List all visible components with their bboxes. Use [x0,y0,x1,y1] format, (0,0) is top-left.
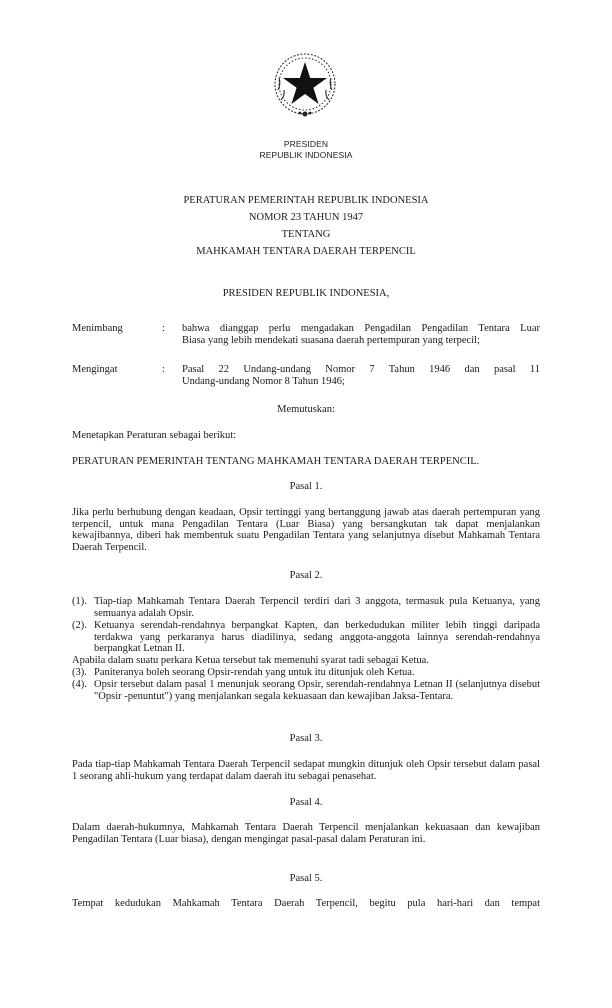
issuer-line: PRESIDEN REPUBLIK INDONESIA, [222,288,390,299]
item-text: Opsir tersebut dalam pasal 1 menunjuk seorang Opsir, serendah-rendahnya Letnan II (selanjutnya disebut "Opsir -penuntut") yang menjalankan segala kekuasaan dan kewajiban Jaksa-Tentara. [94,679,540,702]
consideration-colon: : [162,323,165,334]
item-text: Ketuanya serendah-rendahnya berpangkat Kapten, dan berkedudukan militer lebih tinggi daripada terdakwa yang perkaranya harus diadilinya, sedang anggota-anggota lainnya serendah-rendahnya berpangkat Letnan II. [94,620,540,655]
emblem-caption-republik: REPUBLIK INDONESIA [259,150,353,160]
consideration-colon: : [162,364,165,375]
item-number: (4). [72,679,87,690]
document-title [0,192,612,260]
presidential-emblem-icon [269,50,341,122]
pasal-1-heading: Pasal 1. [289,481,323,492]
pasal-2-note: Apabila dalam suatu perkara Ketua tersebut tak memenuhi syarat tadi sebagai Ketua. [72,655,429,666]
consideration-label: Menimbang [72,323,123,334]
consideration-mengingat [72,364,540,388]
title-line-1: PERATURAN PEMERINTAH REPUBLIK INDONESIA [183,195,429,206]
pasal-3-heading: Pasal 3. [289,733,323,744]
pasal-5-text: Tempat kedudukan Mahkamah Tentara Daerah Terpencil, begitu pula hari-hari dan tempat [72,898,540,909]
title-line-2: NOMOR 23 TAHUN 1947 [248,212,364,223]
pasal-4-heading: Pasal 4. [289,797,323,808]
pasal-2-item-1 [72,596,540,619]
pasal-2-item-4 [72,679,540,702]
pasal-5-heading: Pasal 5. [289,873,323,884]
consideration-label: Mengingat [72,364,118,375]
pasal-4-text: Dalam daerah-hukumnya, Mahkamah Tentara Daerah Terpencil menjalankan kekuasaan dan kewajiban Pengadilan Tentara (Luar biasa), dengan mengingat pasal-pasal dalam Peraturan ini. [72,822,540,845]
pasal-2-item-2 [72,620,540,655]
memutuskan-heading: Memutuskan: [277,404,335,415]
menetapkan-line: Menetapkan Peraturan sebagai berikut: [72,430,237,441]
pasal-2-item-3 [72,667,540,679]
item-text: Paniteranya boleh seorang Opsir-rendah yang untuk itu ditunjuk oleh Ketua. [94,667,415,678]
title-line-4: MAHKAMAH TENTARA DAERAH TERPENCIL [196,246,416,257]
consideration-text: Pasal 22 Undang-undang Nomor 7 Tahun 1946 dan pasal 11 Undang-undang Nomor 8 Tahun 1946; [182,364,540,387]
consideration-text: bahwa dianggap perlu mengadakan Pengadilan Pengadilan Tentara Luar Biasa yang lebih mendekati suasana daerah pertempuran yang terpecil; [182,323,540,346]
item-number: (1). [72,596,87,607]
pasal-3-text: Pada tiap-tiap Mahkamah Tentara Daerah Terpencil sedapat mungkin ditunjuk oleh Opsir tersebut dalam pasal 1 seorang ahli-hukum yang terdapat dalam daerah itu sebagai penasehat. [72,759,540,782]
item-text: Tiap-tiap Mahkamah Tentara Daerah Terpencil terdiri dari 3 anggota, termasuk pula Ketuanya, yang semuanya adalah Opsir. [94,596,540,619]
item-number: (2). [72,620,87,631]
pasal-2-heading: Pasal 2. [289,570,323,581]
emblem-caption-presiden: PRESIDEN [283,139,329,149]
pasal-1-text: Jika perlu berhubung dengan keadaan, Opsir tertinggi yang bertanggung jawab atas daerah pertempuran yang terpencil, untuk mana Pengadilan Tentara (Luar Biasa) yang bersangkutan tak dapat menjalankan kewajibannya, diberi hak membentuk suatu Pengadilan Tentara yang selanjutnya disebut Mahkamah Tentara Daerah Terpencil. [72,507,540,553]
regulation-title: PERATURAN PEMERINTAH TENTANG MAHKAMAH TENTARA DAERAH TERPENCIL. [72,456,480,467]
item-number: (3). [72,667,87,678]
consideration-menimbang [72,323,540,347]
title-line-3: TENTANG [281,229,331,240]
